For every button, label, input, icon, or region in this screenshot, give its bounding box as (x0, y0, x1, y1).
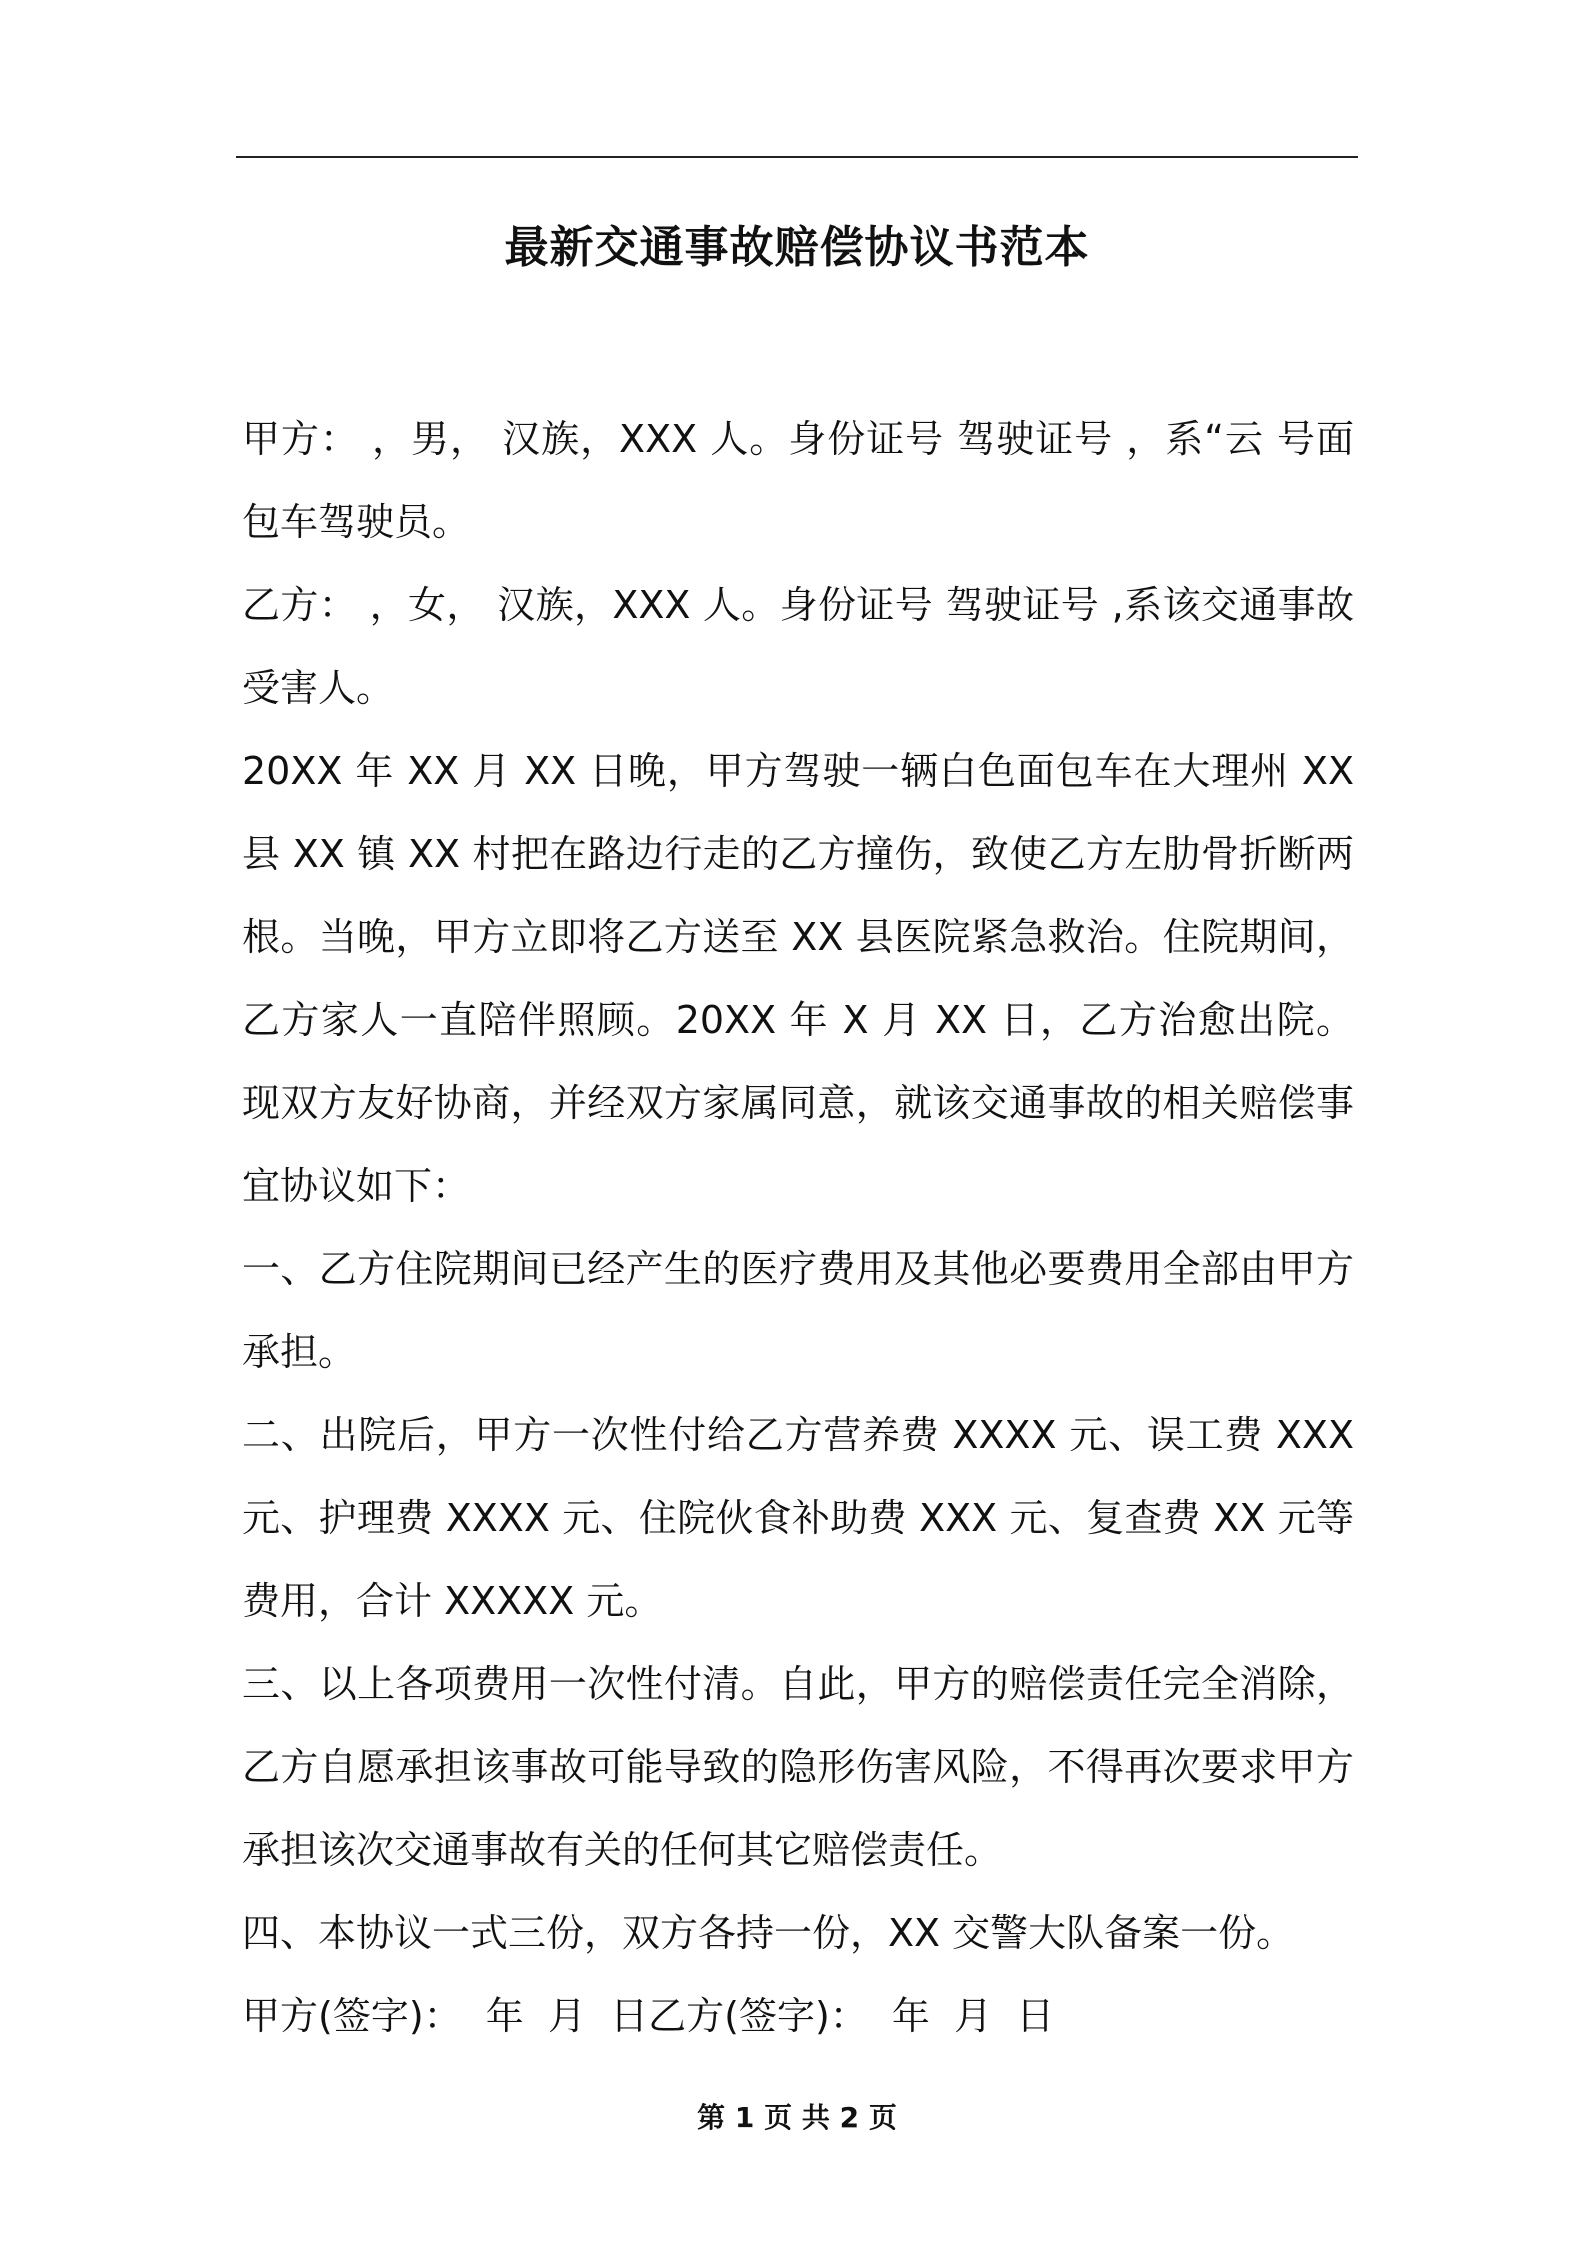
clause-3-paragraph: 三、以上各项费用一次性付清。自此，甲方的赔偿责任完全消除，乙方自愿承担该事故可能导致的隐形伤害风险，不得再次要求甲方承担该次交通事故有关的任何其它赔偿责任。 (242, 1662, 1354, 1872)
page-number: 第 1 页 共 2 页 (697, 2101, 897, 2134)
clause-2-paragraph: 二、出院后，甲方一次性付给乙方营养费 XXXX 元、误工费 XXX 元、护理费 XXXX 元、住院伙食补助费 XXX 元、复查费 XX 元等费用，合计 XXXXX 元。 (242, 1413, 1354, 1623)
document-title: 最新交通事故赔偿协议书范本 (504, 222, 1090, 273)
document-body (242, 398, 1354, 2058)
party-b-paragraph: 乙方： ，女， 汉族，XXX 人。身份证号 驾驶证号 ,系该交通事故受害人。 (242, 583, 1354, 710)
incident-paragraph: 20XX 年 XX 月 XX 日晚，甲方驾驶一辆白色面包车在大理州 XX 县 XX 镇 XX 村把在路边行走的乙方撞伤，致使乙方左肋骨折断两根。当晚，甲方立即将乙方送至 XX 县医院紧急救治。住院期间，乙方家人一直陪伴照顾。20XX 年 X 月 XX 日，乙方治愈出院。现双方友好协商，并经双方家属同意，就该交通事故的相关赔偿事宜协议如下： (242, 749, 1354, 1208)
signature-line: 甲方(签字)： 年 月 日乙方(签字)： 年 月 日 (242, 1994, 1055, 2038)
clause-4-paragraph: 四、本协议一式三份，双方各持一份，XX 交警大队备案一份。 (242, 1911, 1295, 1955)
party-a-paragraph: 甲方： ，男， 汉族，XXX 人。身份证号 驾驶证号 ，系“云 号面包车驾驶员。 (242, 417, 1354, 544)
header-rule (236, 156, 1358, 158)
clause-1-paragraph: 一、乙方住院期间已经产生的医疗费用及其他必要费用全部由甲方承担。 (242, 1247, 1354, 1374)
